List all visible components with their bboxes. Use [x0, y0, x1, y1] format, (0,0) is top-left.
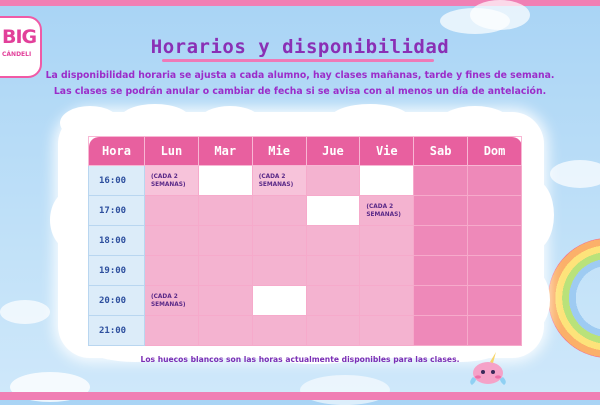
slot-vie-busy: [360, 316, 414, 346]
title-underline: [162, 59, 434, 62]
slot-lun-busy: [145, 256, 199, 286]
logo-text: BIG: [2, 26, 37, 48]
rainbow: [548, 238, 600, 358]
slot-dom-busy: [468, 226, 522, 256]
slot-vie-busy: [360, 226, 414, 256]
slot-jue-busy: [306, 256, 360, 286]
header-dom: Dom: [468, 137, 522, 166]
slot-dom-busy: [468, 286, 522, 316]
schedule-row: [89, 226, 522, 256]
slot-lun-busy: [145, 316, 199, 346]
schedule-header-row: [89, 137, 522, 166]
header-jue: Jue: [306, 137, 360, 166]
slot-mar-busy: [198, 256, 252, 286]
slot-jue-busy: [306, 286, 360, 316]
schedule-row: [89, 166, 522, 196]
header-hora: Hora: [89, 137, 145, 166]
slot-vie-busy: (CADA 2 SEMANAS): [360, 196, 414, 226]
narwhal-mascot-icon: [468, 352, 508, 386]
slot-jue-busy: [306, 226, 360, 256]
cloud-puff: [200, 106, 260, 134]
intro-line-2: Las clases se podrán anular o cambiar de fecha si se avisa con al menos un día de antelación.: [53, 86, 547, 97]
slot-mar-busy: [198, 196, 252, 226]
hour-label: 18:00: [89, 226, 145, 256]
slot-dom-busy: [468, 256, 522, 286]
background-cloud: [0, 300, 50, 324]
header-lun: Lun: [145, 137, 199, 166]
hour-label: 21:00: [89, 316, 145, 346]
slot-mie-available: [252, 286, 306, 316]
page-title: Horarios y disponibilidad: [150, 36, 450, 58]
slot-mar-busy: [198, 226, 252, 256]
header-vie: Vie: [360, 137, 414, 166]
background-cloud: [550, 160, 600, 188]
legend-note: Los huecos blancos son las horas actualmente disponibles para las clases.: [140, 355, 460, 364]
slot-mie-busy: [252, 196, 306, 226]
slot-vie-available: [360, 166, 414, 196]
slot-dom-busy: [468, 316, 522, 346]
header-mie: Mie: [252, 137, 306, 166]
bottom-band: [0, 392, 600, 400]
slot-mie-busy: [252, 316, 306, 346]
hour-label: 20:00: [89, 286, 145, 316]
schedule-table: [88, 136, 522, 346]
hour-label: 16:00: [89, 166, 145, 196]
slot-vie-busy: [360, 286, 414, 316]
slot-vie-busy: [360, 256, 414, 286]
slot-sab-busy: [414, 166, 468, 196]
slot-jue-busy: [306, 316, 360, 346]
slot-mie-busy: [252, 256, 306, 286]
header-mar: Mar: [198, 137, 252, 166]
intro-text: [30, 68, 570, 100]
hour-label: 19:00: [89, 256, 145, 286]
schedule-row: [89, 196, 522, 226]
cloud-puff: [440, 106, 510, 138]
header-sab: Sab: [414, 137, 468, 166]
background-cloud: [300, 375, 390, 405]
slot-dom-busy: [468, 166, 522, 196]
slot-lun-busy: [145, 196, 199, 226]
cloud-puff: [120, 104, 190, 134]
schedule-row: [89, 316, 522, 346]
slot-jue-busy: [306, 166, 360, 196]
hour-label: 17:00: [89, 196, 145, 226]
schedule-row: [89, 256, 522, 286]
logo-subtext: CÁNDELI: [2, 51, 32, 58]
slot-jue-available: [306, 196, 360, 226]
cloud-puff: [60, 106, 120, 140]
slot-mie-busy: (CADA 2 SEMANAS): [252, 166, 306, 196]
slot-sab-busy: [414, 316, 468, 346]
cloud-puff: [330, 104, 410, 134]
slot-dom-busy: [468, 196, 522, 226]
slot-mar-available: [198, 166, 252, 196]
slot-sab-busy: [414, 196, 468, 226]
schedule-body: [89, 166, 522, 346]
slot-sab-busy: [414, 286, 468, 316]
slot-sab-busy: [414, 226, 468, 256]
slot-mar-busy: [198, 286, 252, 316]
slot-lun-busy: (CADA 2 SEMANAS): [145, 286, 199, 316]
intro-line-1: La disponibilidad horaria se ajusta a cada alumno, hay clases mañanas, tarde y fines de semana.: [45, 70, 555, 81]
slot-mar-busy: [198, 316, 252, 346]
background-cloud: [470, 0, 530, 30]
slot-lun-busy: [145, 226, 199, 256]
slot-sab-busy: [414, 256, 468, 286]
schedule-row: [89, 286, 522, 316]
slot-mie-busy: [252, 226, 306, 256]
slot-lun-busy: (CADA 2 SEMANAS): [145, 166, 199, 196]
